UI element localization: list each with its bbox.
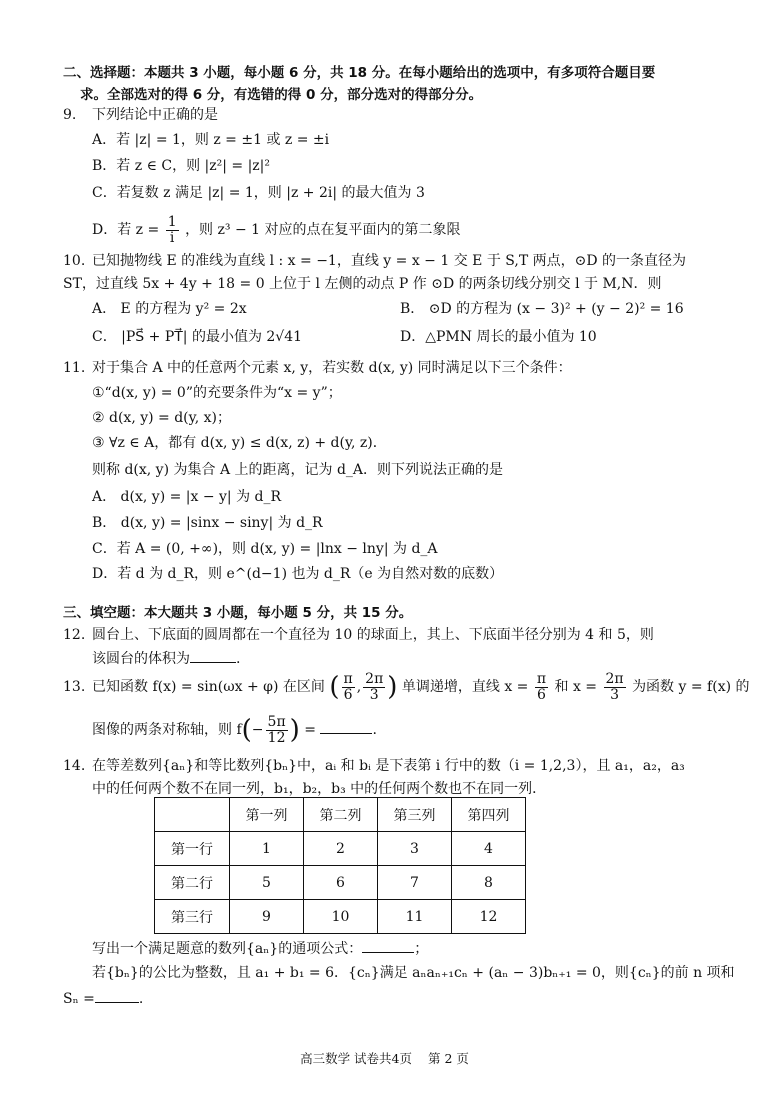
frac-numerator: π xyxy=(536,670,547,687)
q14-line3-text: 写出一个满足题意的数列{aₙ}的通项公式： xyxy=(92,941,363,957)
q10-option-c: C． |PS⃗ + PT⃗| 的最小值为 2√41 xyxy=(92,329,303,345)
q9-option-a: A．若 |z| = 1，则 z = ±1 或 z = ±i xyxy=(92,132,330,148)
table-cell: 2 xyxy=(304,832,378,866)
q13-part4: 为函数 y = f(x) 的 xyxy=(632,679,750,695)
q13-number: 13. xyxy=(63,679,86,695)
table-row xyxy=(155,900,526,934)
frac-denominator: i xyxy=(169,229,175,246)
q13-line2: 图像的两条对称轴，则 f(− $\frac{5\pi}{12}$ ) = . xyxy=(92,713,377,746)
frac-denominator: 3 xyxy=(610,686,620,703)
table-header-cell: 第一列 xyxy=(230,798,304,832)
left-paren: ( xyxy=(329,672,340,702)
table-header-cell: 第三列 xyxy=(378,798,452,832)
q13-frac-3 xyxy=(535,672,548,703)
q13-part3: 和 x = xyxy=(554,679,598,695)
frac-numerator: 5π xyxy=(267,713,286,730)
table-row xyxy=(155,866,526,900)
section2-title-line1: 二、选择题：本题共 3 小题，每小题 6 分，共 18 分。在每小题给出的选项中，有多项符合题目要 xyxy=(63,65,656,81)
q14-line3-end: ； xyxy=(414,941,429,957)
frac-numerator: 2π xyxy=(605,670,624,687)
q14-line5: Sₙ = . xyxy=(63,988,143,1008)
table-cell: 5 xyxy=(230,866,304,900)
q13-frac-5 xyxy=(266,715,288,746)
q12-answer-blank[interactable] xyxy=(190,648,236,663)
q9-stem: 下列结论中正确的是 xyxy=(92,107,218,123)
table-row-label: 第二行 xyxy=(155,866,230,900)
q13-answer-blank[interactable] xyxy=(320,719,372,734)
q13-frac-1 xyxy=(342,672,355,703)
q11-option-a: A． d(x, y) = |x − y| 为 d_R xyxy=(92,489,282,505)
table-cell: 9 xyxy=(230,900,304,934)
table-row-label: 第一行 xyxy=(155,832,230,866)
q13-part2: 单调递增，直线 x = xyxy=(401,679,529,695)
q11-condition-3: ③ ∀z ∈ A，都有 d(x, y) ≤ d(x, z) + d(y, z)． xyxy=(92,435,387,451)
q12-number: 12. xyxy=(63,627,86,643)
q10-option-b: B． ⊙D 的方程为 (x − 3)² + (y − 2)² = 16 xyxy=(400,301,684,317)
q10-option-a: A． E 的方程为 y² = 2x xyxy=(92,301,247,317)
frac-denominator: 12 xyxy=(267,729,286,746)
q14-line2: 中的任何两个数不在同一列，b₁，b₂，b₃ 中的任何两个数也不在同一列． xyxy=(92,781,547,797)
q13-line1: 已知函数 f(x) = sin(ωx + φ) 在区间 ( $\frac{\pi}{6}$ , $\frac{2\pi}{3}$ ) 单调递增，直线 x = $\frac{\pi}{6}$ 和 x = $\frac{2\pi}{3}$ 为函数 y = f(x) 的 xyxy=(92,670,750,703)
left-paren: ( xyxy=(241,715,252,745)
q9-option-b: B．若 z ∈ C，则 |z²| = |z|² xyxy=(92,158,271,174)
section3-title: 三、填空题：本大题共 3 小题，每小题 5 分，共 15 分。 xyxy=(63,605,413,621)
table-row xyxy=(155,832,526,866)
footer-exam-info: 高三数学 试卷共4页 xyxy=(300,1051,413,1066)
q14-line3 xyxy=(92,938,428,958)
frac-denominator: 6 xyxy=(343,686,353,703)
table-header-cell xyxy=(155,798,230,832)
q14-line5-text: Sₙ = xyxy=(63,991,95,1007)
table-cell: 8 xyxy=(452,866,526,900)
q12-line1: 圆台上、下底面的圆周都在一个直径为 10 的球面上，其上、下底面半径分别为 4 和 5，则 xyxy=(92,627,654,643)
q10-line2: ST，过直线 5x + 4y + 18 = 0 上位于 l 左侧的动点 P 作 ⊙D 的两条切线分别交 l 于 M,N．则 xyxy=(63,276,662,292)
table-cell: 4 xyxy=(452,832,526,866)
q9-d-fraction xyxy=(166,215,179,246)
table-row-label: 第三行 xyxy=(155,900,230,934)
frac-denominator: 3 xyxy=(369,686,379,703)
q9-d-prefix: D．若 z = xyxy=(92,222,160,238)
q10-number: 10. xyxy=(63,253,86,269)
q11-number: 11. xyxy=(63,360,86,376)
q14-answer-blank-1[interactable] xyxy=(362,938,414,953)
q14-line1: 在等差数列{aₙ}和等比数列{bₙ}中，aᵢ 和 bᵢ 是下表第 i 行中的数（i = 1,2,3），且 a₁，a₂，a₃ xyxy=(92,758,685,774)
table-header-cell: 第二列 xyxy=(304,798,378,832)
section2-title-line2: 求。全部选对的得 6 分，有选错的得 0 分，部分选对的得部分分。 xyxy=(80,87,483,103)
frac-denominator: 6 xyxy=(537,686,546,703)
q12-line2: 该圆台的体积为 . xyxy=(92,648,240,668)
q14-answer-blank-2[interactable] xyxy=(95,988,139,1003)
q11-option-d: D．若 d 为 d_R，则 e^(d−1) 也为 d_R（e 为自然对数的底数） xyxy=(92,566,504,582)
table-cell: 3 xyxy=(378,832,452,866)
q11-conclusion: 则称 d(x, y) 为集合 A 上的距离，记为 d_A．则下列说法正确的是 xyxy=(92,462,504,478)
q11-stem: 对于集合 A 中的任意两个元素 x, y，若实数 d(x, y) 同时满足以下三个条件： xyxy=(92,360,572,376)
table-cell: 1 xyxy=(230,832,304,866)
q13-line2-equals: = xyxy=(304,722,321,738)
q10-option-d: D．△PMN 周长的最小值为 10 xyxy=(400,329,597,345)
q14-number-table xyxy=(154,797,526,934)
q9-option-d xyxy=(92,212,461,248)
q11-condition-1: ①“d(x, y) = 0”的充要条件为“x = y”； xyxy=(92,385,342,401)
right-paren: ) xyxy=(387,672,398,702)
q9-d-suffix: ，则 z³ − 1 对应的点在复平面内的第二象限 xyxy=(185,222,461,238)
q14-number: 14. xyxy=(63,758,86,774)
q14-line4: 若{bₙ}的公比为整数，且 a₁ + b₁ = 6．{cₙ}满足 aₙaₙ₊₁cₙ + (aₙ − 3)bₙ₊₁ = 0，则{cₙ}的前 n 项和 xyxy=(92,965,735,981)
q13-line2-prefix: 图像的两条对称轴，则 f xyxy=(92,722,242,738)
table-cell: 10 xyxy=(304,900,378,934)
table-cell: 7 xyxy=(378,866,452,900)
footer-page-number: 第 2 页 xyxy=(428,1051,469,1066)
q12-line2-text: 该圆台的体积为 xyxy=(92,651,190,667)
q13-frac-4 xyxy=(604,672,626,703)
q11-condition-2: ② d(x, y) = d(y, x)； xyxy=(92,410,231,426)
frac-numerator: 1 xyxy=(167,213,177,230)
q10-line1: 已知抛物线 E 的准线为直线 l : x = −1，直线 y = x − 1 交 E 于 S,T 两点，⊙D 的一条直径为 xyxy=(92,253,687,269)
q11-option-c: C．若 A = (0, +∞)，则 d(x, y) = |lnx − lny| 为 d_A xyxy=(92,541,438,557)
frac-numerator: π xyxy=(343,670,353,687)
page-footer xyxy=(0,1049,769,1067)
q11-option-b: B． d(x, y) = |sinx − siny| 为 d_R xyxy=(92,515,323,531)
q9-option-c: C．若复数 z 满足 |z| = 1，则 |z + 2i| 的最大值为 3 xyxy=(92,185,425,201)
table-header-row xyxy=(155,798,526,832)
q9-number: 9. xyxy=(63,107,77,123)
table-cell: 11 xyxy=(378,900,452,934)
frac-numerator: 2π xyxy=(365,670,384,687)
q13-frac-2 xyxy=(363,672,385,703)
q13-part1: 已知函数 f(x) = sin(ωx + φ) 在区间 xyxy=(92,679,325,695)
right-paren: ) xyxy=(289,715,300,745)
table-cell: 12 xyxy=(452,900,526,934)
table-cell: 6 xyxy=(304,866,378,900)
table-header-cell: 第四列 xyxy=(452,798,526,832)
